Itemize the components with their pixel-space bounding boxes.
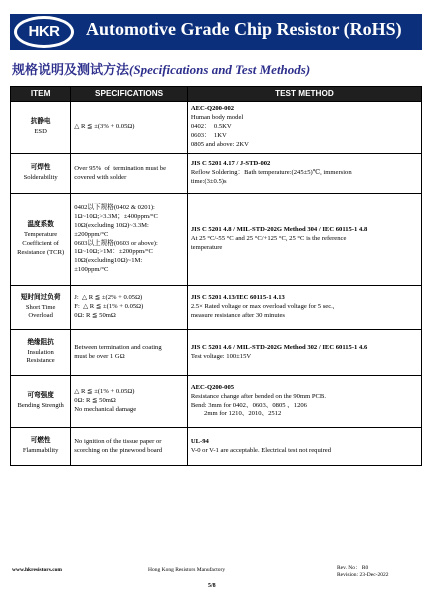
table-header-row xyxy=(11,87,422,102)
spec-line: △ R ≦ ±(1% + 0.05Ω) xyxy=(74,388,135,396)
item-en: Solderability xyxy=(23,174,58,181)
section-subtitle xyxy=(12,59,310,78)
test-line: measure resistance after 30 minutes xyxy=(190,311,285,319)
spec-line: 0402以下规格(0402 & 0201): xyxy=(74,203,155,211)
table-row xyxy=(11,428,422,466)
spec-line: 0Ω: R ≦ 50mΩ xyxy=(74,311,116,319)
test-cell xyxy=(187,376,421,428)
logo-text: HKR xyxy=(17,19,71,45)
test-cell xyxy=(187,154,421,194)
test-line: V-0 or V-1 are acceptable. Electrical test not required xyxy=(190,446,332,454)
item-en: Short Time Overload xyxy=(25,303,56,320)
test-line: Resistance change after bended on the 90mm PCB. xyxy=(190,392,326,400)
test-line: 0805 and above: 2KV xyxy=(190,140,249,148)
header-test-method: TEST METHOD xyxy=(187,87,421,102)
spec-line: 1Ω~10Ω;>3.3M；±400ppm/°C xyxy=(74,212,158,220)
table-row xyxy=(11,376,422,428)
spec-line: ±200ppm/°C xyxy=(74,230,109,238)
page-number: 5/8 xyxy=(208,583,216,589)
footer-website-link[interactable]: www.hkresistors.com xyxy=(12,567,63,573)
page-title: Automotive Grade Chip Resistor (RoHS) xyxy=(86,19,402,39)
spec-line: Over 95% of termination must be xyxy=(74,164,167,172)
test-cell xyxy=(187,286,421,330)
test-line: temperature xyxy=(190,243,223,251)
spec-line: scorching on the pinewood board xyxy=(74,446,163,454)
test-line: At 25 °C/-55 °C and 25 °C/+125 °C, 25 °C is the reference xyxy=(190,235,347,243)
spec-line: 10Ω(excluding 10Ω)~3.3M: xyxy=(74,221,149,229)
footer-rev-date: Revision: 23-Dec-2022 xyxy=(337,572,389,579)
subtitle-en: (Specifications and Test Methods) xyxy=(129,62,311,77)
header-banner xyxy=(10,14,422,50)
table-row xyxy=(11,194,422,286)
subtitle-cn: 规格说明及测试方法 xyxy=(12,62,130,77)
spec-cell xyxy=(71,154,188,194)
table-row xyxy=(11,154,422,194)
table-row xyxy=(11,286,422,330)
item-cn: 温度系数 xyxy=(27,221,54,229)
test-line: 2mm for 1210、2010、2512 xyxy=(190,410,282,418)
spec-line: covered with solder xyxy=(74,173,127,181)
spec-line: 0Ω: R ≦ 50mΩ xyxy=(74,397,116,405)
test-cell xyxy=(187,194,421,286)
item-cell xyxy=(11,428,71,466)
spec-line: No ignition of the tissue paper or xyxy=(74,437,162,445)
item-cn: 可焊性 xyxy=(30,164,51,172)
test-title: JIS C 5201 4.13/IEC 60115-1 4.13 xyxy=(190,294,285,302)
header-specifications: SPECIFICATIONS xyxy=(71,87,188,102)
item-en: Temperature Coefficient of Resistance (TCR) xyxy=(17,231,65,256)
item-cn: 短时间过负荷 xyxy=(20,293,61,301)
spec-cell xyxy=(71,428,188,466)
table-row xyxy=(11,102,422,154)
test-title: AEC-Q200-002 xyxy=(190,105,235,113)
item-cn: 绝缘阻抗 xyxy=(27,338,54,346)
item-en: Insulation Resistance xyxy=(26,348,55,365)
test-line: Human body model xyxy=(190,114,244,122)
spec-line: 1Ω~10Ω;>1M：±200ppm/°C xyxy=(74,248,153,256)
spec-line: △ R ≦ ±(3% + 0.05Ω) xyxy=(74,123,135,131)
spec-line: Between termination and coating xyxy=(74,343,162,351)
test-title: JIS C 5201 4.17 / J-STD-002 xyxy=(190,160,271,168)
footer-company: Hong Kong Resistors Manufactory xyxy=(148,567,226,573)
item-en: Bending Strength xyxy=(17,402,64,409)
test-line: Bend: 3mm for 0402、0603、0805 、1206 xyxy=(190,401,307,409)
test-line: Test voltage: 100±15V xyxy=(190,352,252,360)
test-title: UL-94 xyxy=(190,437,209,445)
test-line: 2.5× Rated voltage or max overload voltage for 5 sec., xyxy=(190,303,335,311)
item-cell xyxy=(11,376,71,428)
test-line: 0402： 0.5KV xyxy=(190,123,232,131)
item-cn: 抗静电 xyxy=(30,118,51,126)
test-line: time:(3±0.5)s xyxy=(190,177,227,185)
footer-rev-no: Rev. No： R0 xyxy=(337,565,369,571)
spec-table xyxy=(10,86,422,466)
test-title: JIS C 5201 4.8 / MIL-STD-202G Method 304 / IEC 60115-1 4.8 xyxy=(190,226,368,234)
test-title: AEC-Q200-005 xyxy=(190,383,235,391)
header-item: ITEM xyxy=(11,87,71,102)
item-cn: 可弯强度 xyxy=(27,392,54,400)
spec-line: F: △ R ≦ ±(1% + 0.05Ω) xyxy=(74,303,144,311)
spec-cell xyxy=(71,330,188,376)
test-cell xyxy=(187,428,421,466)
hkr-logo xyxy=(14,16,74,48)
table-row xyxy=(11,330,422,376)
footer-revision xyxy=(337,565,388,579)
test-line: Reflow Soldering：Bath temperature:(245±5)℃, immersion xyxy=(190,169,352,177)
test-cell xyxy=(187,330,421,376)
spec-cell xyxy=(71,376,188,428)
test-line: 0603： 1KV xyxy=(190,131,227,139)
item-cell xyxy=(11,102,71,154)
item-cell xyxy=(11,330,71,376)
spec-cell xyxy=(71,194,188,286)
spec-line: 10Ω(excluding10Ω)~1M: xyxy=(74,257,143,265)
test-cell xyxy=(187,102,421,154)
spec-cell xyxy=(71,286,188,330)
spec-line: 0603以上规格(0603 or above): xyxy=(74,239,158,247)
spec-line: No mechanical damage xyxy=(74,405,137,413)
item-cn: 可燃性 xyxy=(30,437,51,445)
spec-line: J: △ R ≦ ±(2% + 0.05Ω) xyxy=(74,294,143,302)
item-en: ESD xyxy=(34,128,47,135)
spec-line: ±100ppm/°C xyxy=(74,266,109,274)
item-cell xyxy=(11,286,71,330)
item-cell xyxy=(11,194,71,286)
item-en: Flammability xyxy=(22,447,59,454)
item-cell xyxy=(11,154,71,194)
test-title: JIS C 5201 4.6 / MIL-STD-202G Method 302 / IEC 60115-1 4.6 xyxy=(190,343,368,351)
spec-cell xyxy=(71,102,188,154)
spec-line: must be over 1 GΩ xyxy=(74,352,125,360)
